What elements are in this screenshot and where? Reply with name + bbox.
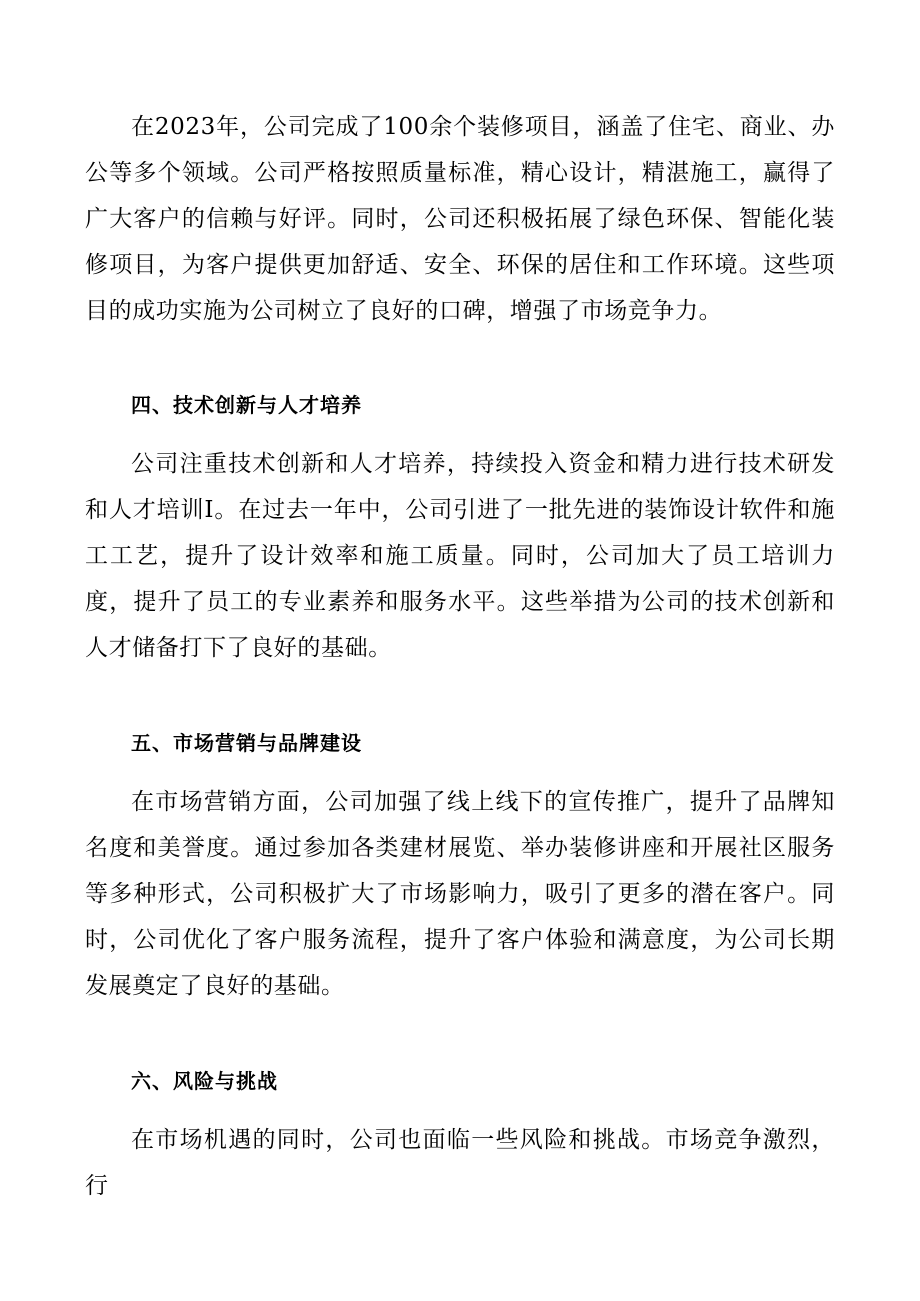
- paragraph-marketing: 在市场营销方面，公司加强了线上线下的宣传推广，提升了品牌知名度和美誉度。通过参加各类建材展览、举办装修讲座和开展社区服务等多种形式，公司积极扩大了市场影响力，吸引了更多的潜在客户。同时，公司优化了客户服务流程，提升了客户体验和满意度，为公司长期发展奠定了良好的基础。: [85, 789, 835, 999]
- paragraph-tech-innovation: 公司注重技术创新和人才培养，持续投入资金和精力进行技术研发和人才培训I。在过去一年中，公司引进了一批先进的装饰设计软件和施工工艺，提升了设计效率和施工质量。同时，公司加大了员工培训力度，提升了员工的专业素养和服务水平。这些举措为公司的技术创新和人才储备打下了良好的基础。: [85, 451, 835, 661]
- paragraph-project-summary: 在2023年，公司完成了100余个装修项目，涵盖了住宅、商业、办公等多个领域。公司严格按照质量标准，精心设计，精湛施工，赢得了广大客户的信赖与好评。同时，公司还积极拓展了绿色环保、智能化装修项目，为客户提供更加舒适、安全、环保的居住和工作环境。这些项目的成功实施为公司树立了良好的口碑，增强了市场竞争力。: [85, 114, 835, 324]
- section-heading-risks: 六、风险与挑战: [131, 1069, 278, 1093]
- paragraph-risks: 在市场机遇的同时，公司也面临一些风险和挑战。市场竞争激烈，行: [85, 1127, 835, 1199]
- section-heading-marketing: 五、市场营销与品牌建设: [131, 731, 362, 755]
- section-heading-tech-innovation: 四、技术创新与人才培养: [131, 393, 362, 417]
